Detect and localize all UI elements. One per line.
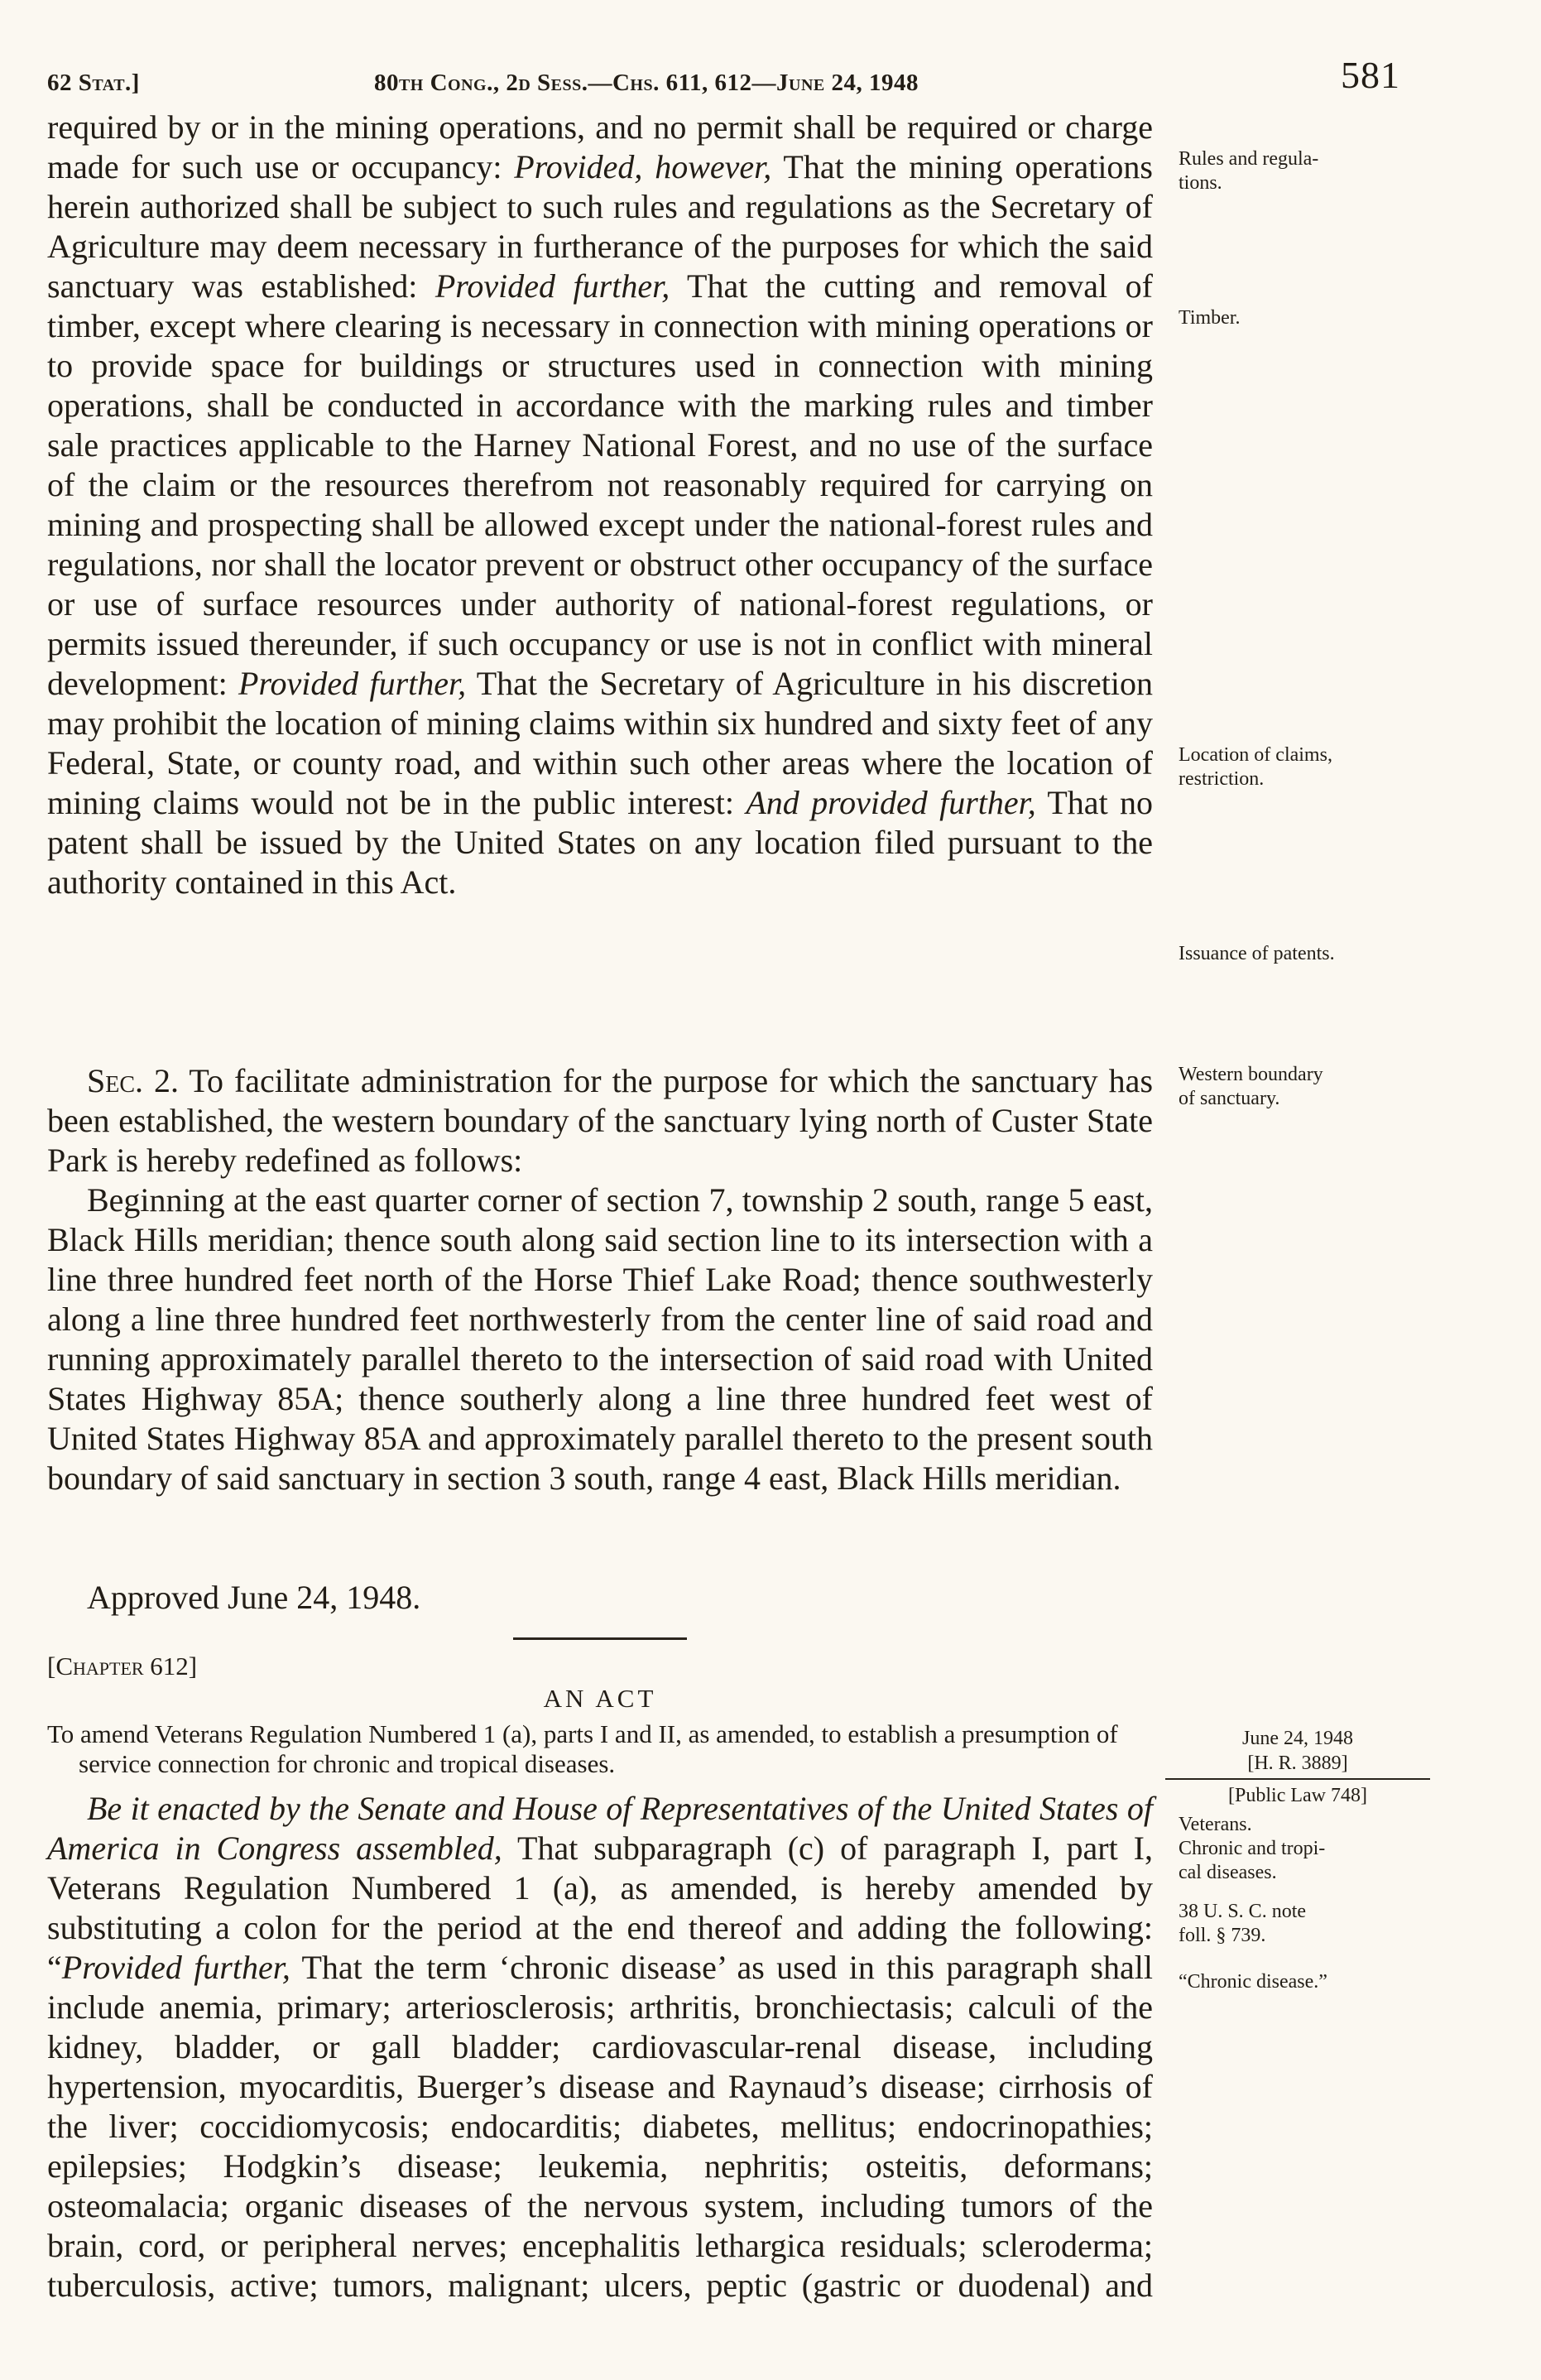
margin-note-line: cal diseases. — [1179, 1862, 1277, 1883]
margin-note-line: of sanctuary. — [1179, 1088, 1280, 1109]
margin-note-line: Western boundary — [1179, 1064, 1323, 1085]
margin-note — [1179, 147, 1428, 195]
public-law-number: [Public Law 748] — [1228, 1785, 1367, 1806]
body-text: That the Secretary of Agriculture in his discretion may prohibit the location of mining claims within six hundred and sixty feet of any Federal, State, or county road, and within such other areas where the location of mining claims would not be in the public interest: — [47, 665, 1153, 821]
statute-paragraph — [47, 108, 1153, 1061]
margin-note-line: tions. — [1179, 172, 1222, 194]
italic-text: Provided further, — [238, 665, 467, 702]
main-text-column — [47, 108, 1153, 2380]
enactment-date: June 24, 1948 — [1242, 1728, 1353, 1749]
act-heading: AN ACT — [543, 1684, 657, 1713]
margin-note — [1179, 306, 1428, 330]
margin-note-line: Location of claims, — [1179, 744, 1332, 766]
statute-paragraph — [47, 1180, 1153, 1578]
italic-text: Provided further, — [434, 267, 670, 305]
body-text: Approved June 24, 1948. — [87, 1579, 421, 1616]
small-caps-text: Sec. 2. — [87, 1062, 180, 1099]
body-text: That subparagraph (c) of paragraph I, part I, Veterans Regulation Numbered 1 (a), as amended, is hereby amended by substituting a colon for the period at the end thereof and adding the following: “ — [47, 1829, 1153, 1986]
statute-paragraph — [47, 1789, 1153, 2380]
body-text: That the cutting and removal of timber, except where clearing is necessary in connection with mining operations or to provide space for buildings or structures used in connection with mining operations, shall be conducted in accordance with the marking rules and timber sale practices applicable to the Harney National Forest, and no use of the surface of the claim or the resources therefrom not reasonably required for carrying on mining and prospecting shall be allowed except under the national-forest rules and regulations, nor shall the locator prevent or obstruct other occupancy of the surface or use of surface resources under authority of national-forest regulations, or permits issued thereunder, if such occupancy or use is not in conflict with mineral development: — [47, 267, 1153, 702]
margin-note-line: Timber. — [1179, 307, 1241, 329]
chapter-612-label: [Chapter 612] — [47, 1652, 198, 1680]
law-metadata-block — [1165, 1726, 1430, 1808]
chapter-611-body — [47, 108, 1153, 1618]
margin-note — [1179, 1063, 1428, 1111]
bill-number: [H. R. 3889] — [1165, 1751, 1430, 1780]
statute-paragraph — [47, 1061, 1153, 1180]
italic-text: Provided, however, — [514, 148, 772, 185]
margin-note-line: “Chronic disease.” — [1179, 1971, 1327, 1993]
session-heading: 80th Cong., 2d Sess.—Chs. 611, 612—June 24, 1948 — [373, 70, 919, 96]
margin-note-line: 38 U. S. C. note — [1179, 1901, 1307, 1922]
act-preamble: To amend Veterans Regulation Numbered 1 (a), parts I and II, as amended, to establish a presumption of service connection for chronic and tropical diseases. — [47, 1719, 1118, 1778]
chapter-divider-rule — [513, 1637, 687, 1640]
body-text: To facilitate administration for the purpose for which the sanctuary has been established, the western boundary of the sanctuary lying north of Custer State Park is hereby redefined as follows: — [47, 1062, 1154, 1179]
page-number: 581 — [1341, 54, 1400, 96]
margin-note — [1179, 1970, 1428, 1994]
chapter-612-body — [47, 1789, 1153, 2380]
margin-note-line: foll. § 739. — [1179, 1925, 1266, 1946]
margin-note — [1179, 1900, 1428, 1948]
italic-text: Provided further, — [61, 1949, 290, 1986]
italic-text: And provided further, — [746, 784, 1036, 821]
margin-note — [1179, 1813, 1428, 1885]
body-text: That the term ‘chronic disease’ as used in this paragraph shall include anemia, primary; arteriosclerosis; arthritis, bronchiectasis; calculi of the kidney, bladder, or gall bladder; cardiovascular-renal disease, including hypertension, myocarditis, Buerger’s disease and Raynaud’s disease; cirrhosis of the liver; coccidiomycosis; endocarditis; diabetes, mellitus; endocrinopathies; epilepsies; Hodgkin’s disease; leukemia, nephritis; osteitis, deformans; osteomalacia; organic diseases of the nervous system, including tumors of the brain, cord, or peripheral nerves; encephalitis lethargica residuals; scleroderma; tuberculosis, active; tumors, malignant; ulcers, peptic (gastric or duodenal) and — [47, 1949, 1153, 2304]
italic-text: Be it enacted by the Senate and House of Representatives of the United States of America in Congress assembled, — [47, 1790, 1153, 1867]
body-text: That the mining operations herein authorized shall be subject to such rules and regulations as the Secretary of Agriculture may deem necessary in furtherance of the purposes for which the said sanctuary was established: — [47, 148, 1153, 305]
margin-note-line: restriction. — [1179, 768, 1265, 790]
statute-volume-label: 62 Stat.] — [47, 70, 140, 96]
margin-note — [1179, 942, 1428, 966]
margin-note-line: Chronic and tropi- — [1179, 1838, 1326, 1859]
body-text: That no patent shall be issued by the United States on any location filed pursuant to the authority contained in this Act. — [47, 784, 1153, 901]
margin-note-line: Veterans. — [1179, 1814, 1252, 1835]
margin-note — [1179, 743, 1428, 791]
statute-paragraph — [47, 1578, 1153, 1618]
body-text: required by or in the mining operations, and no permit shall be required or charge made for such use or occupancy: — [47, 108, 1153, 185]
running-head — [47, 70, 1153, 97]
body-text: Beginning at the east quarter corner of section 7, township 2 south, range 5 east, Black Hills meridian; thence south along said section line to its intersection with a line three hundred feet north of the Horse Thief Lake Road; thence southwesterly along a line three hundred feet northwesterly from the center line of said road and running approximately parallel thereto to the intersection of said road with United States Highway 85A; thence southerly along a line three hundred feet west of United States Highway 85A and approximately parallel thereto to the present south boundary of said sanctuary in section 3 south, range 4 east, Black Hills meridian. — [47, 1181, 1153, 1497]
margin-note-line: Rules and regula- — [1179, 148, 1319, 170]
margin-note-line: Issuance of patents. — [1179, 943, 1335, 964]
